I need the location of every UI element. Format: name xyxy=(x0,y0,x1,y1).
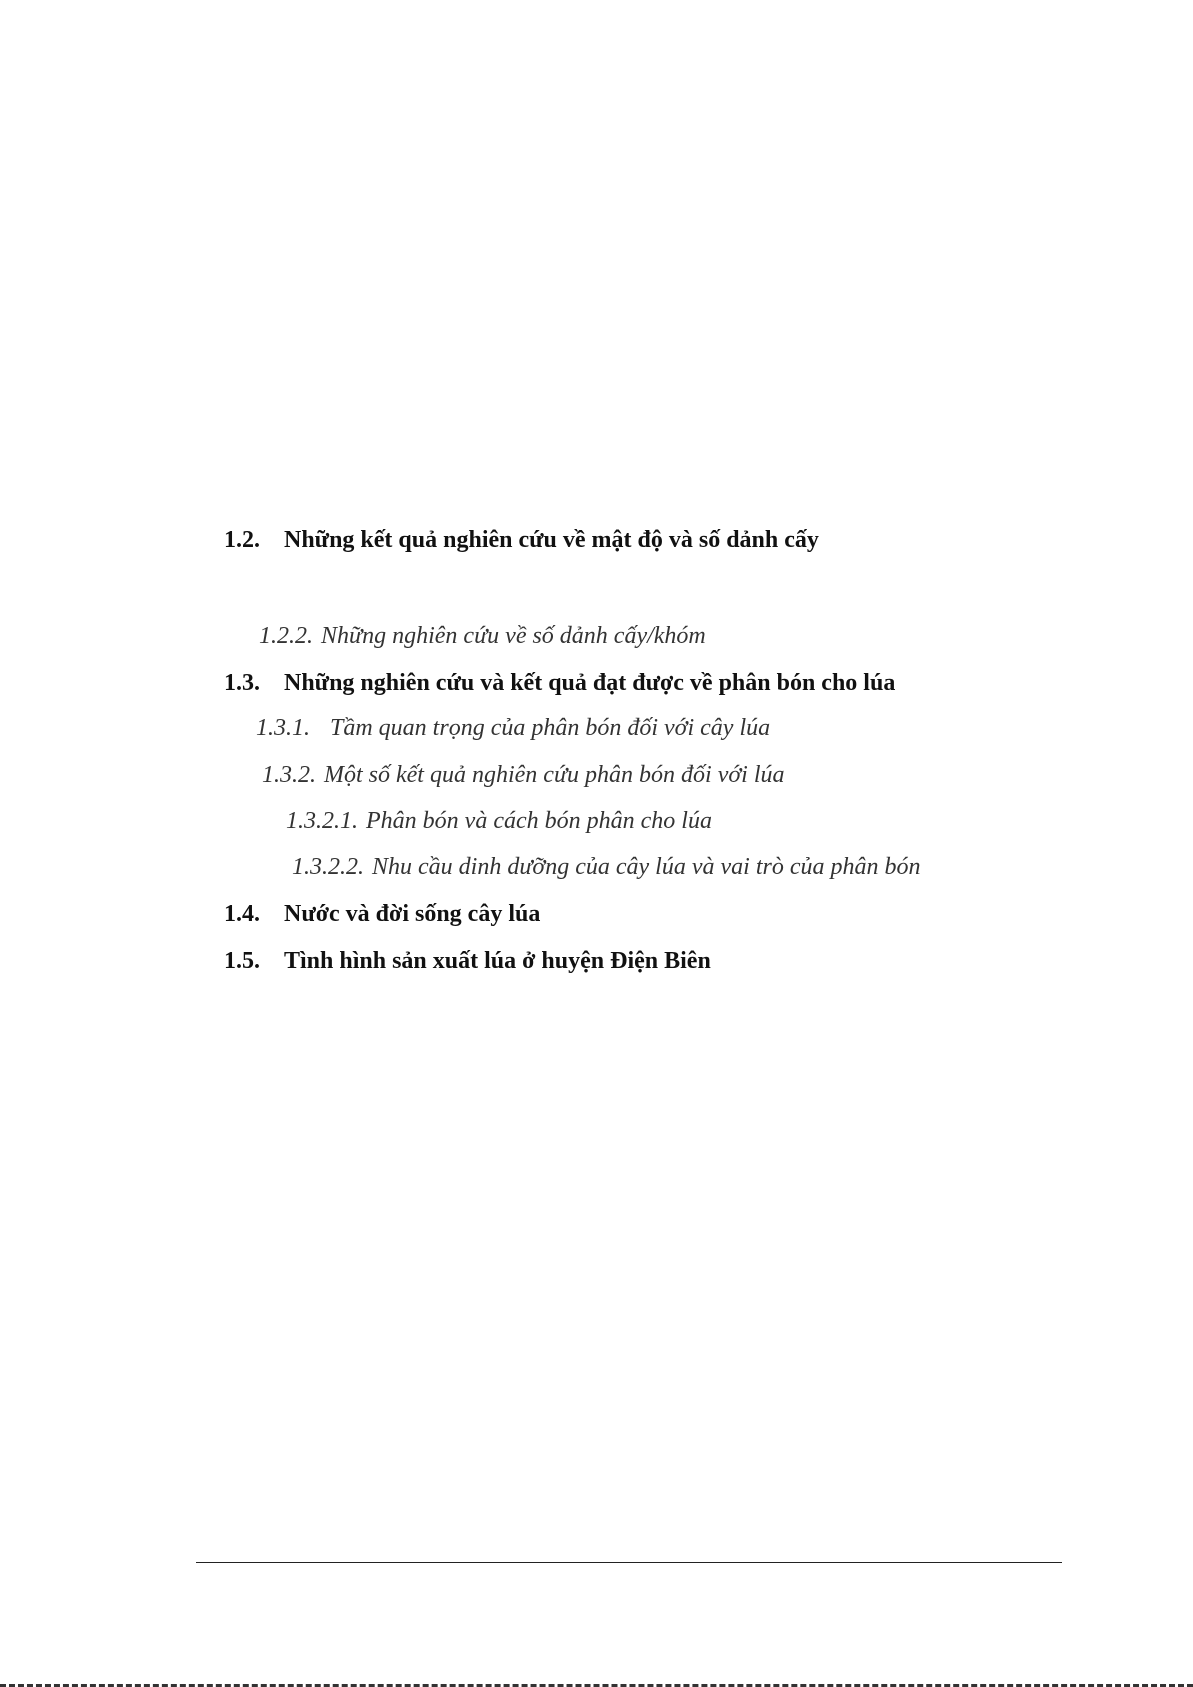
toc-number: 1.2.2. xyxy=(259,623,313,649)
toc-line xyxy=(224,902,540,926)
toc-line xyxy=(259,624,706,648)
toc-line xyxy=(286,809,712,833)
footer-rule xyxy=(196,1562,1062,1563)
toc-title: Nước và đời sống cây lúa xyxy=(284,901,541,927)
toc-line xyxy=(224,528,819,552)
toc-number: 1.3. xyxy=(224,670,260,696)
toc-number: 1.3.1. xyxy=(256,715,310,741)
page-bottom-edge xyxy=(0,1681,1193,1687)
toc-number: 1.3.2.2. xyxy=(292,854,364,880)
toc-title: Những kết quả nghiên cứu về mật độ và số dảnh cấy xyxy=(284,527,819,553)
toc-title: Tầm quan trọng của phân bón đối với cây lúa xyxy=(330,715,771,741)
toc-number: 1.5. xyxy=(224,948,260,974)
toc-line xyxy=(292,855,920,879)
toc-line xyxy=(262,763,785,787)
toc-title: Những nghiên cứu và kết quả đạt được về phân bón cho lúa xyxy=(284,670,896,696)
toc-title: Tình hình sản xuất lúa ở huyện Điện Biên xyxy=(284,948,711,974)
toc-title: Phân bón và cách bón phân cho lúa xyxy=(366,808,712,834)
toc-line xyxy=(224,671,895,695)
toc-title: Nhu cầu dinh dưỡng của cây lúa và vai trò của phân bón xyxy=(372,854,921,880)
toc-line xyxy=(224,949,711,973)
toc-number: 1.3.2. xyxy=(262,762,316,788)
toc-number: 1.3.2.1. xyxy=(286,808,358,834)
toc-number: 1.2. xyxy=(224,527,260,553)
toc-title: Một số kết quả nghiên cứu phân bón đối với lúa xyxy=(324,762,785,788)
toc-number: 1.4. xyxy=(224,901,260,927)
toc-line xyxy=(256,716,770,740)
toc-title: Những nghiên cứu về số dảnh cấy/khóm xyxy=(321,623,706,649)
